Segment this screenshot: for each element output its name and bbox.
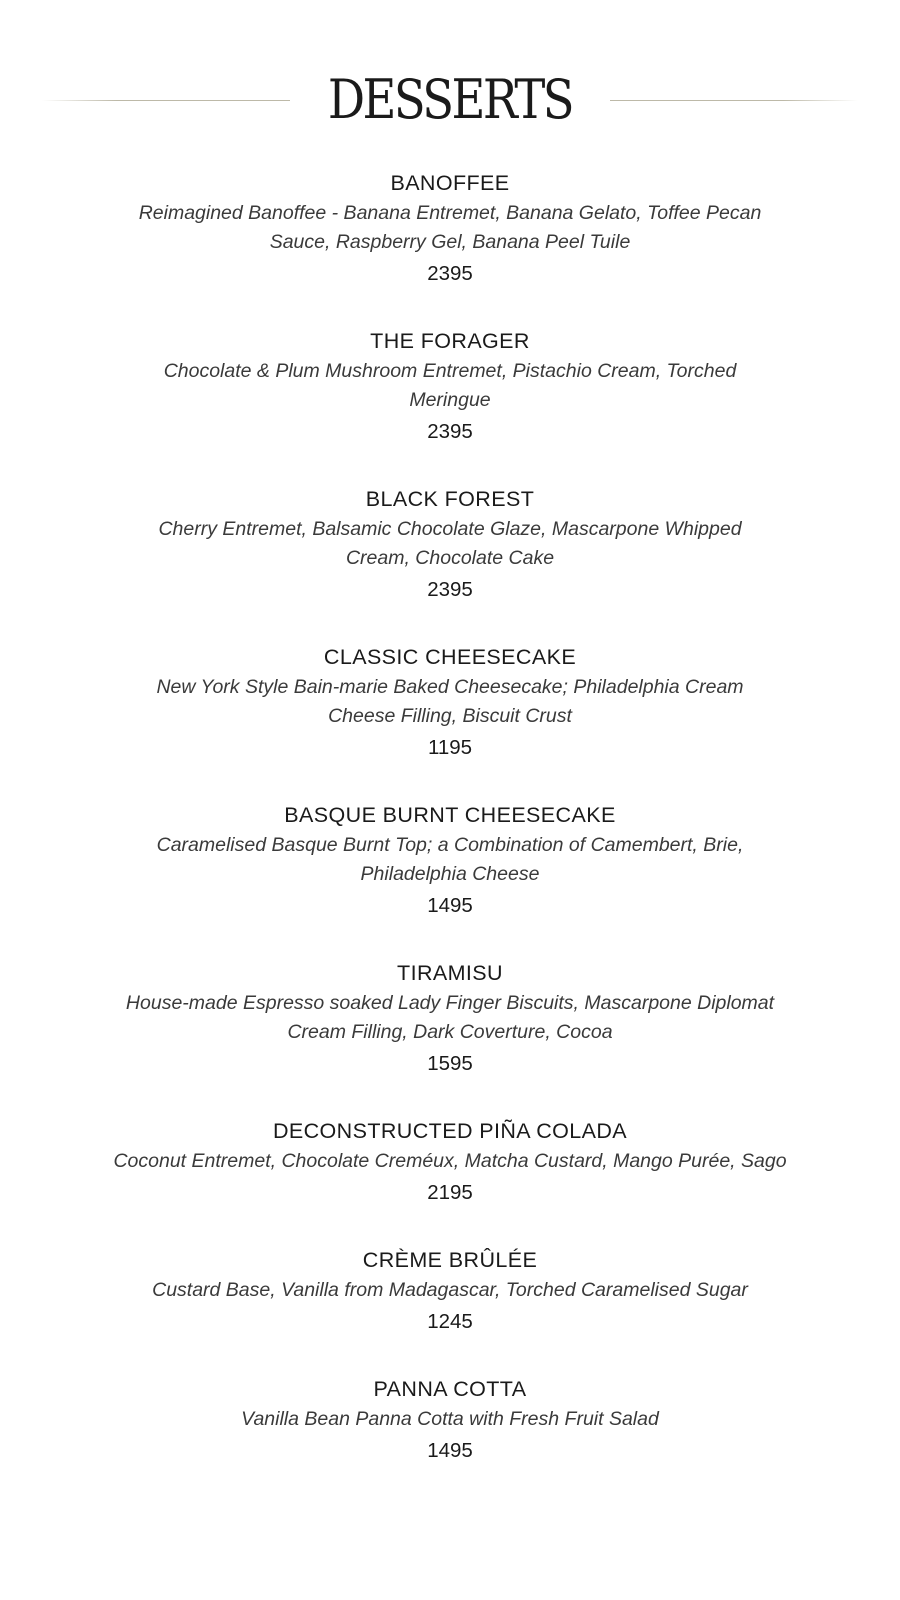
item-price: 2195: [427, 1181, 473, 1204]
menu-item-creme-brulee: [100, 1244, 800, 1339]
item-description: Chocolate & Plum Mushroom Entremet, Pistachio Cream, Torched Meringue: [163, 360, 737, 411]
item-price: 1245: [427, 1310, 473, 1333]
item-price: 2395: [427, 262, 473, 285]
dessert-menu-list: [0, 167, 900, 1502]
menu-item-the-forager: [100, 325, 800, 449]
item-description: Coconut Entremet, Chocolate Creméux, Matcha Custard, Mango Purée, Sago: [113, 1150, 787, 1172]
item-price: 1495: [427, 894, 473, 917]
menu-item-classic-cheesecake: [100, 641, 800, 765]
item-name: TIRAMISU: [397, 961, 503, 985]
menu-item-tiramisu: [100, 957, 800, 1081]
item-name: BLACK FOREST: [365, 487, 535, 511]
item-name: PANNA COTTA: [373, 1377, 527, 1401]
item-description: House-made Espresso soaked Lady Finger Biscuits, Mascarpone Diplomat Cream Filling, Dark Coverture, Cocoa: [125, 992, 775, 1043]
header-left-rule: [42, 100, 290, 101]
page-title: DESSERTS: [327, 68, 573, 131]
menu-item-deconstructed-pina-colada: [100, 1115, 800, 1210]
item-price: 1595: [427, 1052, 473, 1075]
header-right-rule: [610, 100, 858, 101]
item-description: New York Style Bain-marie Baked Cheesecake; Philadelphia Cream Cheese Filling, Biscuit Crust: [156, 676, 744, 727]
item-description: Reimagined Banoffee - Banana Entremet, Banana Gelato, Toffee Pecan Sauce, Raspberry Gel, Banana Peel Tuile: [138, 202, 762, 253]
menu-item-banoffee: [100, 167, 800, 291]
item-name: THE FORAGER: [370, 329, 530, 353]
item-description: Custard Base, Vanilla from Madagascar, Torched Caramelised Sugar: [152, 1279, 748, 1301]
menu-item-panna-cotta: [100, 1373, 800, 1468]
menu-header: [0, 62, 900, 138]
item-price: 2395: [427, 420, 473, 443]
menu-item-black-forest: [100, 483, 800, 607]
item-name: CLASSIC CHEESECAKE: [323, 645, 577, 669]
item-price: 1195: [427, 736, 473, 759]
item-description: Cherry Entremet, Balsamic Chocolate Glaze, Mascarpone Whipped Cream, Chocolate Cake: [158, 518, 742, 569]
item-name: DECONSTRUCTED PIÑA COLADA: [272, 1119, 628, 1143]
item-name: BANOFFEE: [390, 171, 510, 195]
item-description: Caramelised Basque Burnt Top; a Combination of Camembert, Brie, Philadelphia Cheese: [156, 834, 744, 885]
item-price: 1495: [427, 1439, 473, 1462]
item-price: 2395: [427, 578, 473, 601]
item-description: Vanilla Bean Panna Cotta with Fresh Fruit Salad: [241, 1408, 659, 1430]
menu-item-basque-burnt-cheesecake: [100, 799, 800, 923]
item-name: BASQUE BURNT CHEESECAKE: [284, 803, 616, 827]
item-name: CRÈME BRÛLÉE: [362, 1248, 538, 1272]
